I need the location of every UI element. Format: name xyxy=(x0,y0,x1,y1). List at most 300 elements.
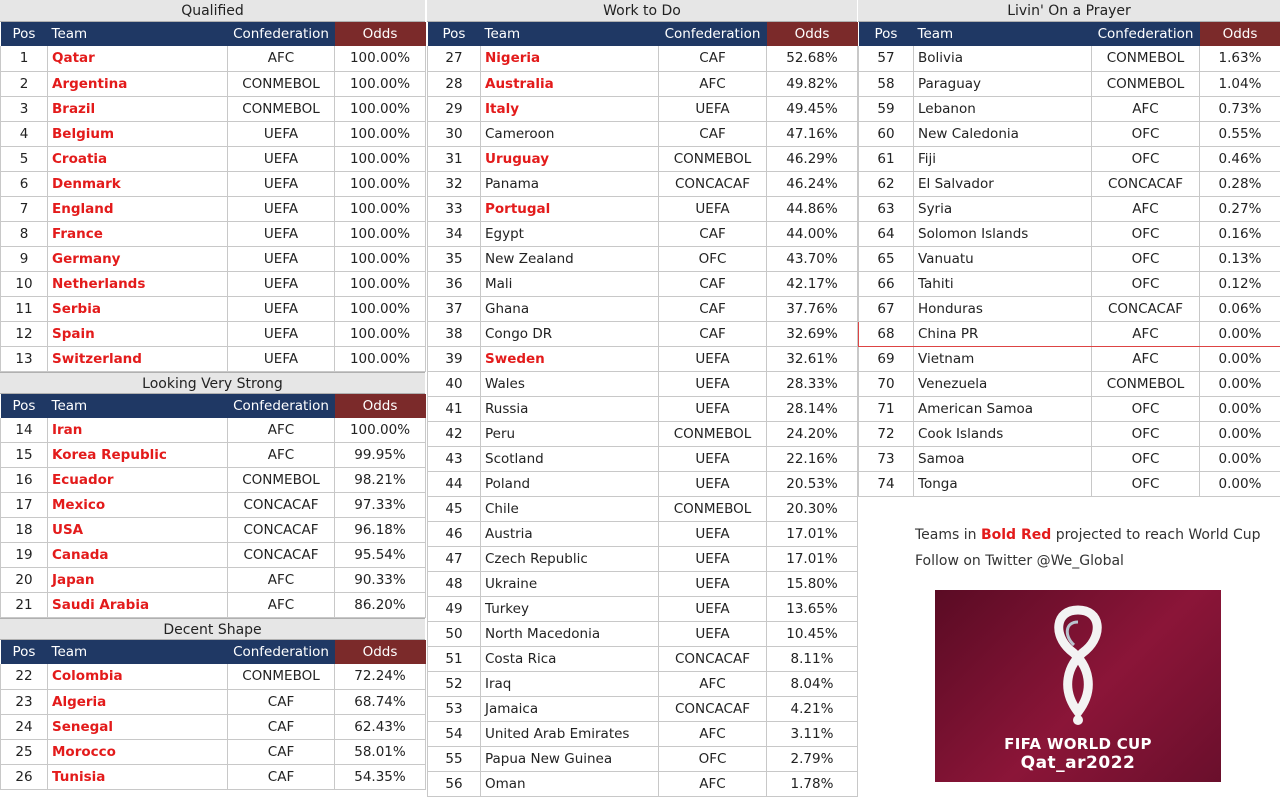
column-header-pos: Pos xyxy=(428,22,481,46)
cell-pos: 66 xyxy=(859,271,914,296)
cell-pos: 14 xyxy=(1,418,48,443)
table-row xyxy=(428,471,858,496)
table-row xyxy=(1,418,426,443)
cell-odds: 100.00% xyxy=(335,246,426,271)
cell-conf: CAF xyxy=(659,321,767,346)
cell-odds: 0.28% xyxy=(1200,171,1280,196)
cell-conf: AFC xyxy=(659,771,767,796)
table-row xyxy=(428,296,858,321)
cell-pos: 46 xyxy=(428,521,481,546)
column-header-team: Team xyxy=(914,22,1092,46)
cell-team: Denmark xyxy=(48,171,228,196)
cell-conf: AFC xyxy=(659,721,767,746)
table-row xyxy=(428,371,858,396)
logo-subtitle: Qat_ar2022 xyxy=(935,753,1221,773)
section-title-qualified: Qualified xyxy=(0,0,425,22)
cell-conf: UEFA xyxy=(228,171,335,196)
cell-odds: 13.65% xyxy=(767,596,858,621)
cell-team: Saudi Arabia xyxy=(48,593,228,618)
table-prayer xyxy=(858,22,1280,497)
cell-odds: 0.73% xyxy=(1200,96,1280,121)
cell-odds: 28.14% xyxy=(767,396,858,421)
cell-team: Scotland xyxy=(481,446,659,471)
right-column xyxy=(858,0,1280,497)
cell-conf: UEFA xyxy=(228,271,335,296)
cell-conf: CONMEBOL xyxy=(659,421,767,446)
cell-team: Belgium xyxy=(48,121,228,146)
cell-odds: 32.69% xyxy=(767,321,858,346)
table-header-row xyxy=(859,22,1280,46)
cell-conf: CAF xyxy=(659,271,767,296)
column-header-confederation: Confederation xyxy=(228,394,335,418)
cell-pos: 10 xyxy=(1,271,48,296)
cell-conf: CONCACAF xyxy=(659,171,767,196)
cell-odds: 43.70% xyxy=(767,246,858,271)
table-row xyxy=(428,96,858,121)
cell-team: United Arab Emirates xyxy=(481,721,659,746)
cell-pos: 50 xyxy=(428,621,481,646)
cell-odds: 44.86% xyxy=(767,196,858,221)
cell-pos: 25 xyxy=(1,739,48,764)
cell-conf: CONCACAF xyxy=(228,493,335,518)
cell-odds: 68.74% xyxy=(335,689,426,714)
cell-conf: CONCACAF xyxy=(228,518,335,543)
table-row xyxy=(1,568,426,593)
table-row xyxy=(428,71,858,96)
cell-conf: UEFA xyxy=(228,196,335,221)
legend-note-pre: Teams in xyxy=(915,527,981,543)
cell-conf: UEFA xyxy=(659,596,767,621)
cell-pos: 15 xyxy=(1,443,48,468)
cell-pos: 17 xyxy=(1,493,48,518)
table-row xyxy=(428,696,858,721)
column-header-pos: Pos xyxy=(1,22,48,46)
table-row xyxy=(1,146,426,171)
cell-odds: 0.00% xyxy=(1200,346,1280,371)
table-row xyxy=(428,146,858,171)
cell-conf: OFC xyxy=(1092,471,1200,496)
cell-conf: UEFA xyxy=(659,396,767,421)
cell-team: Mexico xyxy=(48,493,228,518)
cell-team: Honduras xyxy=(914,296,1092,321)
cell-odds: 20.30% xyxy=(767,496,858,521)
table-row xyxy=(428,246,858,271)
cell-conf: OFC xyxy=(659,746,767,771)
cell-pos: 64 xyxy=(859,221,914,246)
cell-conf: CONMEBOL xyxy=(1092,46,1200,71)
table-row xyxy=(859,321,1280,346)
cell-odds: 42.17% xyxy=(767,271,858,296)
cell-team: North Macedonia xyxy=(481,621,659,646)
table-row xyxy=(428,121,858,146)
cell-conf: CONMEBOL xyxy=(1092,71,1200,96)
cell-odds: 4.21% xyxy=(767,696,858,721)
table-row xyxy=(1,221,426,246)
column-header-odds: Odds xyxy=(335,640,426,664)
cell-odds: 100.00% xyxy=(335,71,426,96)
table-row xyxy=(428,196,858,221)
world-cup-logo xyxy=(935,590,1221,782)
cell-team: Iran xyxy=(48,418,228,443)
cell-conf: OFC xyxy=(1092,396,1200,421)
column-header-pos: Pos xyxy=(859,22,914,46)
cell-pos: 67 xyxy=(859,296,914,321)
cell-odds: 24.20% xyxy=(767,421,858,446)
table-row xyxy=(1,171,426,196)
cell-pos: 32 xyxy=(428,171,481,196)
cell-pos: 26 xyxy=(1,764,48,789)
cell-team: Nigeria xyxy=(481,46,659,71)
table-row xyxy=(428,221,858,246)
cell-conf: UEFA xyxy=(228,246,335,271)
cell-conf: AFC xyxy=(228,593,335,618)
cell-odds: 0.00% xyxy=(1200,446,1280,471)
table-row xyxy=(428,521,858,546)
table-row xyxy=(1,468,426,493)
table-row xyxy=(859,146,1280,171)
cell-pos: 43 xyxy=(428,446,481,471)
table-row xyxy=(1,493,426,518)
cell-odds: 47.16% xyxy=(767,121,858,146)
cell-conf: UEFA xyxy=(659,446,767,471)
cell-team: China PR xyxy=(914,321,1092,346)
cell-conf: CONMEBOL xyxy=(228,71,335,96)
table-row xyxy=(859,371,1280,396)
cell-pos: 2 xyxy=(1,71,48,96)
cell-pos: 48 xyxy=(428,571,481,596)
cell-conf: OFC xyxy=(1092,271,1200,296)
cell-odds: 95.54% xyxy=(335,543,426,568)
cell-team: Tunisia xyxy=(48,764,228,789)
table-row xyxy=(428,46,858,71)
cell-team: Ghana xyxy=(481,296,659,321)
middle-column xyxy=(427,0,857,797)
cell-conf: OFC xyxy=(1092,121,1200,146)
cell-pos: 27 xyxy=(428,46,481,71)
table-row xyxy=(1,689,426,714)
cell-pos: 41 xyxy=(428,396,481,421)
table-row xyxy=(859,121,1280,146)
cell-team: USA xyxy=(48,518,228,543)
cell-odds: 17.01% xyxy=(767,546,858,571)
cell-pos: 72 xyxy=(859,421,914,446)
cell-odds: 100.00% xyxy=(335,196,426,221)
cell-team: Canada xyxy=(48,543,228,568)
cell-conf: UEFA xyxy=(659,546,767,571)
table-row xyxy=(1,246,426,271)
cell-odds: 15.80% xyxy=(767,571,858,596)
logo-title: FIFA WORLD CUP xyxy=(935,735,1221,753)
table-row xyxy=(1,543,426,568)
cell-conf: CONMEBOL xyxy=(659,146,767,171)
cell-team: Brazil xyxy=(48,96,228,121)
table-row xyxy=(1,121,426,146)
table-row xyxy=(428,396,858,421)
cell-pos: 37 xyxy=(428,296,481,321)
cell-pos: 6 xyxy=(1,171,48,196)
cell-conf: UEFA xyxy=(228,221,335,246)
cell-pos: 57 xyxy=(859,46,914,71)
section-title-prayer: Livin' On a Prayer xyxy=(858,0,1280,22)
cell-odds: 90.33% xyxy=(335,568,426,593)
table-row xyxy=(1,443,426,468)
cell-conf: CONCACAF xyxy=(228,543,335,568)
table-row xyxy=(1,714,426,739)
cell-conf: OFC xyxy=(1092,146,1200,171)
cell-conf: CONCACAF xyxy=(1092,296,1200,321)
cell-pos: 44 xyxy=(428,471,481,496)
cell-conf: AFC xyxy=(659,71,767,96)
cell-odds: 32.61% xyxy=(767,346,858,371)
table-row xyxy=(859,346,1280,371)
cell-pos: 16 xyxy=(1,468,48,493)
cell-conf: OFC xyxy=(1092,446,1200,471)
cell-conf: CAF xyxy=(659,296,767,321)
column-header-team: Team xyxy=(48,640,228,664)
cell-conf: UEFA xyxy=(659,346,767,371)
cell-team: Australia xyxy=(481,71,659,96)
column-header-team: Team xyxy=(48,394,228,418)
cell-pos: 35 xyxy=(428,246,481,271)
cell-pos: 65 xyxy=(859,246,914,271)
cell-conf: UEFA xyxy=(659,471,767,496)
cell-team: Russia xyxy=(481,396,659,421)
legend-note-red: Bold Red xyxy=(981,527,1051,543)
cell-pos: 51 xyxy=(428,646,481,671)
cell-conf: AFC xyxy=(659,671,767,696)
cell-odds: 49.82% xyxy=(767,71,858,96)
cell-odds: 99.95% xyxy=(335,443,426,468)
cell-team: Mali xyxy=(481,271,659,296)
table-row xyxy=(428,646,858,671)
cell-odds: 100.00% xyxy=(335,171,426,196)
table-row xyxy=(859,171,1280,196)
cell-odds: 8.04% xyxy=(767,671,858,696)
cell-pos: 58 xyxy=(859,71,914,96)
cell-odds: 1.78% xyxy=(767,771,858,796)
cell-conf: AFC xyxy=(1092,321,1200,346)
cell-conf: OFC xyxy=(1092,221,1200,246)
table-row xyxy=(428,546,858,571)
cell-pos: 63 xyxy=(859,196,914,221)
column-header-odds: Odds xyxy=(335,394,426,418)
cell-team: Panama xyxy=(481,171,659,196)
cell-conf: CAF xyxy=(659,46,767,71)
cell-pos: 1 xyxy=(1,46,48,71)
column-header-odds: Odds xyxy=(767,22,858,46)
table-row xyxy=(428,496,858,521)
column-header-pos: Pos xyxy=(1,394,48,418)
table-row xyxy=(1,296,426,321)
cell-conf: CAF xyxy=(228,739,335,764)
cell-odds: 0.27% xyxy=(1200,196,1280,221)
cell-team: Oman xyxy=(481,771,659,796)
cell-odds: 1.63% xyxy=(1200,46,1280,71)
cell-conf: CONCACAF xyxy=(1092,171,1200,196)
cell-pos: 8 xyxy=(1,221,48,246)
table-work xyxy=(427,22,858,797)
table-row xyxy=(428,671,858,696)
cell-team: Croatia xyxy=(48,146,228,171)
cell-conf: UEFA xyxy=(228,296,335,321)
cell-pos: 3 xyxy=(1,96,48,121)
cell-conf: CAF xyxy=(659,121,767,146)
table-row xyxy=(859,396,1280,421)
cell-team: Switzerland xyxy=(48,346,228,371)
table-row xyxy=(428,346,858,371)
cell-odds: 0.00% xyxy=(1200,421,1280,446)
cell-odds: 28.33% xyxy=(767,371,858,396)
cell-conf: CAF xyxy=(228,764,335,789)
cell-conf: UEFA xyxy=(659,371,767,396)
table-row xyxy=(1,71,426,96)
cell-odds: 0.00% xyxy=(1200,396,1280,421)
cell-conf: AFC xyxy=(228,568,335,593)
notes xyxy=(915,522,1261,574)
table-row xyxy=(428,271,858,296)
cell-team: Ukraine xyxy=(481,571,659,596)
column-header-confederation: Confederation xyxy=(228,640,335,664)
cell-odds: 22.16% xyxy=(767,446,858,471)
cell-pos: 23 xyxy=(1,689,48,714)
cell-conf: AFC xyxy=(1092,96,1200,121)
left-column xyxy=(0,0,425,790)
cell-pos: 68 xyxy=(859,321,914,346)
cell-conf: CAF xyxy=(228,714,335,739)
cell-pos: 52 xyxy=(428,671,481,696)
cell-pos: 71 xyxy=(859,396,914,421)
table-row xyxy=(859,471,1280,496)
cell-odds: 58.01% xyxy=(335,739,426,764)
cell-pos: 61 xyxy=(859,146,914,171)
cell-conf: OFC xyxy=(1092,421,1200,446)
cell-odds: 98.21% xyxy=(335,468,426,493)
cell-team: Korea Republic xyxy=(48,443,228,468)
table-row xyxy=(859,446,1280,471)
cell-team: Vietnam xyxy=(914,346,1092,371)
cell-odds: 0.06% xyxy=(1200,296,1280,321)
cell-team: New Caledonia xyxy=(914,121,1092,146)
table-row xyxy=(428,171,858,196)
cell-team: Papua New Guinea xyxy=(481,746,659,771)
cell-pos: 73 xyxy=(859,446,914,471)
cell-conf: CAF xyxy=(228,689,335,714)
cell-odds: 10.45% xyxy=(767,621,858,646)
table-row xyxy=(859,246,1280,271)
cell-pos: 53 xyxy=(428,696,481,721)
cell-team: Ecuador xyxy=(48,468,228,493)
cell-pos: 74 xyxy=(859,471,914,496)
table-row xyxy=(428,571,858,596)
cell-conf: CAF xyxy=(659,221,767,246)
cell-pos: 38 xyxy=(428,321,481,346)
section-title-strong: Looking Very Strong xyxy=(0,372,425,394)
cell-team: Qatar xyxy=(48,46,228,71)
cell-team: Fiji xyxy=(914,146,1092,171)
table-row xyxy=(859,46,1280,71)
cell-team: Bolivia xyxy=(914,46,1092,71)
table-row xyxy=(428,746,858,771)
cell-pos: 33 xyxy=(428,196,481,221)
cell-team: Egypt xyxy=(481,221,659,246)
cell-odds: 100.00% xyxy=(335,121,426,146)
cell-odds: 17.01% xyxy=(767,521,858,546)
cell-odds: 0.12% xyxy=(1200,271,1280,296)
cell-pos: 70 xyxy=(859,371,914,396)
cell-team: Serbia xyxy=(48,296,228,321)
cell-pos: 24 xyxy=(1,714,48,739)
cell-team: Morocco xyxy=(48,739,228,764)
cell-team: Congo DR xyxy=(481,321,659,346)
cell-conf: AFC xyxy=(1092,346,1200,371)
cell-odds: 100.00% xyxy=(335,221,426,246)
cell-odds: 0.16% xyxy=(1200,221,1280,246)
cell-conf: CONMEBOL xyxy=(228,664,335,689)
table-row xyxy=(1,96,426,121)
cell-conf: UEFA xyxy=(659,571,767,596)
cell-team: Poland xyxy=(481,471,659,496)
cell-team: Solomon Islands xyxy=(914,221,1092,246)
cell-team: Sweden xyxy=(481,346,659,371)
cell-team: Turkey xyxy=(481,596,659,621)
cell-team: Wales xyxy=(481,371,659,396)
cell-odds: 49.45% xyxy=(767,96,858,121)
column-header-team: Team xyxy=(481,22,659,46)
cell-odds: 54.35% xyxy=(335,764,426,789)
cell-pos: 20 xyxy=(1,568,48,593)
cell-odds: 100.00% xyxy=(335,346,426,371)
cell-conf: UEFA xyxy=(228,121,335,146)
cell-conf: UEFA xyxy=(228,321,335,346)
cell-pos: 30 xyxy=(428,121,481,146)
cell-odds: 8.11% xyxy=(767,646,858,671)
cell-pos: 39 xyxy=(428,346,481,371)
cell-team: Venezuela xyxy=(914,371,1092,396)
cell-conf: AFC xyxy=(228,46,335,71)
cell-pos: 7 xyxy=(1,196,48,221)
cell-odds: 96.18% xyxy=(335,518,426,543)
table-row xyxy=(1,764,426,789)
cell-team: Jamaica xyxy=(481,696,659,721)
table-row xyxy=(1,196,426,221)
table-row xyxy=(859,296,1280,321)
cell-odds: 0.00% xyxy=(1200,471,1280,496)
column-header-confederation: Confederation xyxy=(659,22,767,46)
cell-odds: 37.76% xyxy=(767,296,858,321)
table-row xyxy=(428,446,858,471)
cell-pos: 13 xyxy=(1,346,48,371)
table-row xyxy=(1,739,426,764)
cell-odds: 0.13% xyxy=(1200,246,1280,271)
cell-team: Portugal xyxy=(481,196,659,221)
cell-team: Italy xyxy=(481,96,659,121)
cell-conf: OFC xyxy=(659,246,767,271)
table-row xyxy=(859,196,1280,221)
table-header-row xyxy=(1,394,426,418)
table-row xyxy=(1,593,426,618)
table-row xyxy=(428,596,858,621)
cell-pos: 29 xyxy=(428,96,481,121)
cell-conf: CONMEBOL xyxy=(659,496,767,521)
cell-pos: 60 xyxy=(859,121,914,146)
cell-conf: UEFA xyxy=(659,196,767,221)
cell-team: Lebanon xyxy=(914,96,1092,121)
cell-odds: 3.11% xyxy=(767,721,858,746)
table-header-row xyxy=(428,22,858,46)
cell-pos: 4 xyxy=(1,121,48,146)
cell-team: Paraguay xyxy=(914,71,1092,96)
cell-team: New Zealand xyxy=(481,246,659,271)
